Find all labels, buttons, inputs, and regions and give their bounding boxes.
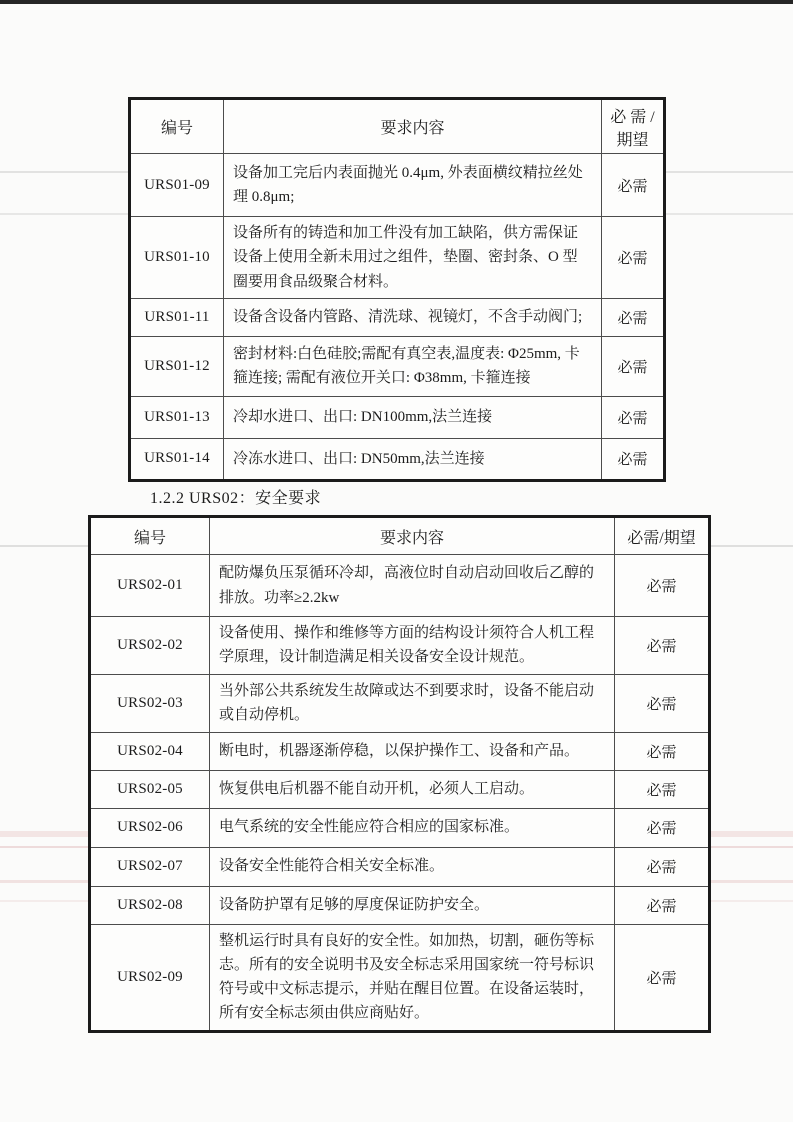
requirement-content: 配防爆负压泵循环冷却，高液位时自动启动回收后乙醇的排放。功率≥2.2kw: [210, 555, 615, 617]
requirement-priority: 必需: [602, 438, 665, 480]
requirement-priority: 必需: [615, 808, 710, 847]
table-row: [90, 808, 710, 847]
requirement-priority: 必需: [615, 617, 710, 675]
requirement-id: URS01-11: [130, 298, 224, 336]
requirement-content: 冷却水进口、出口: DN100mm,法兰连接: [224, 396, 602, 438]
table-row: [90, 674, 710, 732]
requirement-id: URS02-07: [90, 847, 210, 886]
requirement-content: 设备加工完后内表面抛光 0.4μm, 外表面横纹精拉丝处理 0.8μm;: [224, 154, 602, 217]
table-row: [90, 555, 710, 617]
urs02-safety-table: [88, 515, 711, 1033]
requirement-id: URS02-05: [90, 770, 210, 808]
requirement-priority: 必需: [615, 770, 710, 808]
table-header-row: [130, 99, 665, 154]
column-header-content: 要求内容: [210, 517, 615, 555]
table-row: [90, 924, 710, 1031]
table-row: [90, 886, 710, 924]
requirement-content: 设备所有的铸造和加工件没有加工缺陷，供方需保证设备上使用全新未用过之组件，垫圈、密封条、O 型圈要用食品级聚合材料。: [224, 217, 602, 299]
table-row: [130, 336, 665, 396]
table-header-row: [90, 517, 710, 555]
column-header-content: 要求内容: [224, 99, 602, 154]
requirement-priority: 必需: [615, 886, 710, 924]
column-header-id: 编号: [130, 99, 224, 154]
requirement-id: URS01-14: [130, 438, 224, 480]
table-row: [130, 154, 665, 217]
table-row: [90, 617, 710, 675]
requirement-id: URS01-12: [130, 336, 224, 396]
requirement-id: URS02-01: [90, 555, 210, 617]
requirement-priority: 必需: [602, 154, 665, 217]
requirement-priority: 必需: [615, 555, 710, 617]
urs01-requirements-table: [128, 97, 666, 482]
requirement-content: 密封材料:白色硅胶;需配有真空表,温度表: Φ25mm, 卡箍连接; 需配有液位开关口: Φ38mm, 卡箍连接: [224, 336, 602, 396]
requirement-content: 整机运行时具有良好的安全性。如加热，切割，砸伤等标志。所有的安全说明书及安全标志采用国家统一符号标识符号或中文标志提示，并贴在醒目位置。在设备运装时，所有安全标志须由供应商贴好。: [210, 924, 615, 1031]
table-row: [130, 217, 665, 299]
requirement-id: URS01-10: [130, 217, 224, 299]
requirement-content: 设备含设备内管路、清洗球、视镜灯，不含手动阀门;: [224, 298, 602, 336]
table-row: [130, 298, 665, 336]
table-row: [90, 847, 710, 886]
requirement-priority: 必需: [615, 847, 710, 886]
table-row: [90, 770, 710, 808]
requirement-priority: 必需: [615, 924, 710, 1031]
requirement-id: URS01-09: [130, 154, 224, 217]
requirement-priority: 必需: [602, 396, 665, 438]
requirement-content: 断电时，机器逐渐停稳，以保护操作工、设备和产品。: [210, 732, 615, 770]
requirement-content: 恢复供电后机器不能自动开机，必须人工启动。: [210, 770, 615, 808]
requirement-content: 冷冻水进口、出口: DN50mm,法兰连接: [224, 438, 602, 480]
requirement-id: URS01-13: [130, 396, 224, 438]
requirement-id: URS02-09: [90, 924, 210, 1031]
table-row: [130, 438, 665, 480]
table-row: [130, 396, 665, 438]
column-header-priority: 必 需 /期望: [602, 99, 665, 154]
requirement-content: 设备防护罩有足够的厚度保证防护安全。: [210, 886, 615, 924]
requirement-id: URS02-04: [90, 732, 210, 770]
requirement-id: URS02-03: [90, 674, 210, 732]
requirement-priority: 必需: [602, 217, 665, 299]
requirement-content: 设备安全性能符合相关安全标准。: [210, 847, 615, 886]
requirement-content: 当外部公共系统发生故障或达不到要求时，设备不能启动或自动停机。: [210, 674, 615, 732]
table-row: [90, 732, 710, 770]
requirement-priority: 必需: [615, 674, 710, 732]
requirement-priority: 必需: [615, 732, 710, 770]
requirement-id: URS02-02: [90, 617, 210, 675]
column-header-priority: 必需/期望: [615, 517, 710, 555]
scan-edge-strip: [0, 0, 793, 4]
requirement-priority: 必需: [602, 298, 665, 336]
requirement-content: 设备使用、操作和维修等方面的结构设计须符合人机工程学原理，设计制造满足相关设备安全设计规范。: [210, 617, 615, 675]
requirement-content: 电气系统的安全性能应符合相应的国家标准。: [210, 808, 615, 847]
requirement-id: URS02-06: [90, 808, 210, 847]
requirement-priority: 必需: [602, 336, 665, 396]
section-heading: 1.2.2 URS02：安全要求: [150, 490, 322, 507]
requirement-id: URS02-08: [90, 886, 210, 924]
column-header-id: 编号: [90, 517, 210, 555]
